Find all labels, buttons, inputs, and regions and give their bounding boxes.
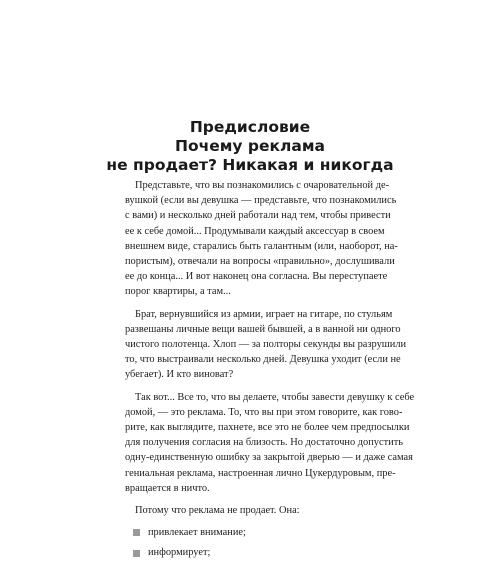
heading-line: Предисловие	[189, 118, 311, 136]
text-line: убегает). И кто виноват?	[125, 369, 234, 381]
paragraph	[125, 178, 398, 300]
text-line: вращается в ничто.	[125, 482, 210, 494]
text-line: Так вот... Все то, что вы делаете, чтобы завести девушку к себе	[135, 391, 415, 403]
list-item	[125, 545, 383, 560]
text-line: гениальная реклама, настроенная лично Цукердуровым, пре-	[125, 467, 396, 479]
text-line: внешнем виде, старались быть галантным (или, наоборот, на-	[125, 240, 398, 252]
text-line: развешаны личные вещи вашей бывшей, а в ванной ни одного	[125, 323, 401, 335]
bullet-list	[125, 525, 383, 560]
text-line: пористым), отвечали на вопросы «правильно», дослушивали	[125, 256, 395, 268]
list-item-text: информирует;	[148, 547, 211, 559]
text-line: порог квартиры, а там...	[125, 286, 231, 298]
text-line: с вами) и несколько дней работали над тем, чтобы привести	[125, 210, 391, 222]
list-item	[125, 525, 383, 540]
heading-line: не продает? Никакая и никогда	[106, 156, 394, 174]
text-line: Потому что реклама не продает. Она:	[135, 505, 300, 517]
heading-line: Почему реклама	[174, 137, 325, 155]
text-line: рите, как выглядите, пахнете, все это не более чем предпосылки	[125, 422, 410, 434]
chapter-heading	[0, 118, 500, 175]
text-line: домой, — это реклама. То, что вы при этом говорите, как гово-	[125, 406, 403, 418]
text-line: чистого полотенца. Хлоп — за полторы секунды вы разрушили	[125, 339, 407, 351]
body-text	[125, 178, 415, 566]
text-line: ее до конца... И вот наконец она согласна. Вы переступаете	[125, 271, 388, 283]
text-line: то, что выстраивали несколько дней. Девушка уходит (если не	[125, 354, 401, 366]
text-line: для получения согласия на близость. Но достаточно допустить	[125, 437, 403, 449]
list-item-text: привлекает внимание;	[148, 527, 246, 539]
square-bullet-icon	[133, 550, 140, 557]
paragraph	[125, 503, 383, 518]
text-line: вушкой (если вы девушка — представьте, что познакомились	[125, 195, 397, 207]
text-line: Представьте, что вы познакомились с очаровательной де-	[135, 180, 390, 191]
square-bullet-icon	[133, 529, 140, 536]
paragraph	[125, 307, 407, 383]
text-line: одну-единственную ошибку за закрытой дверью — и даже самая	[125, 452, 413, 464]
text-line: ее к себе домой... Продумывали каждый аксессуар в своем	[125, 225, 385, 237]
paragraph	[125, 390, 415, 496]
text-line: Брат, вернувшийся из армии, играет на гитаре, по стульям	[135, 308, 393, 320]
